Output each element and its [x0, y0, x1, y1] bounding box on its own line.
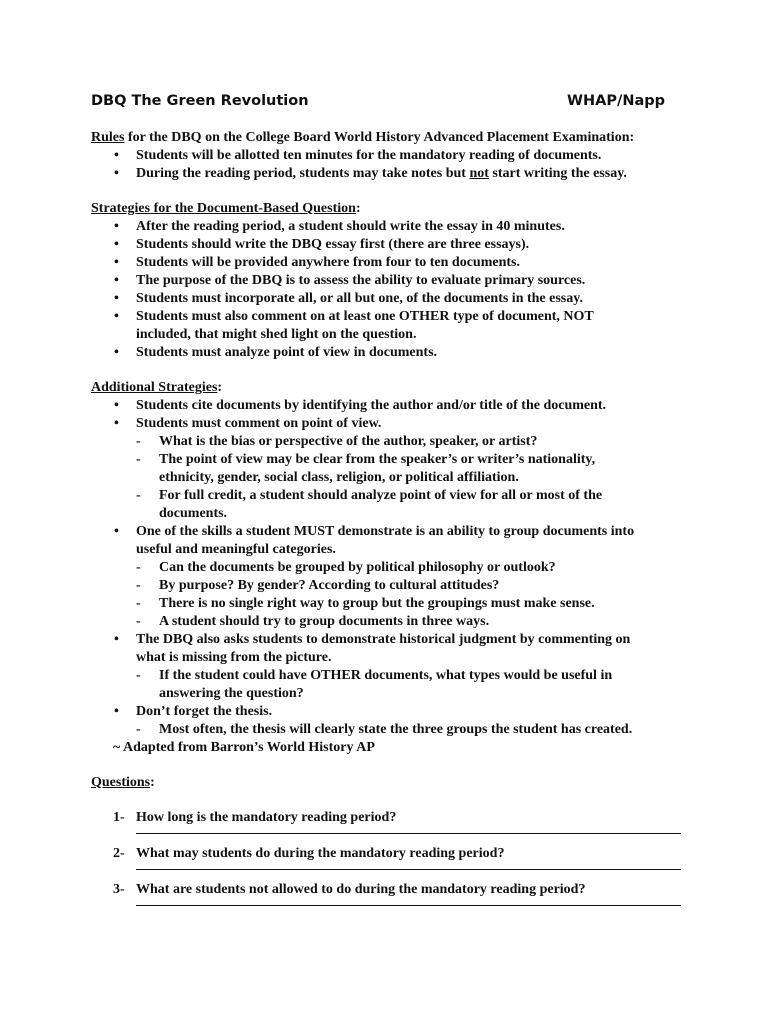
list-item: • Don’t forget the thesis.	[114, 704, 273, 719]
questions-heading: Questions:	[91, 775, 155, 790]
dash-icon: -	[136, 560, 141, 575]
list-item: • Students must analyze point of view in documents.	[114, 345, 438, 360]
bullet-icon: •	[114, 345, 119, 360]
bullet-icon: •	[114, 237, 119, 252]
list-item: • Students will be allotted ten minutes for the mandatory reading of documents.	[114, 148, 602, 163]
bullet-icon: •	[114, 416, 119, 431]
bullet-icon: •	[114, 704, 119, 719]
source-attribution: ~ Adapted from Barron’s World History AP	[113, 740, 375, 755]
sub-list-item: - What is the bias or perspective of the author, speaker, or artist?	[136, 434, 538, 449]
list-item: • The DBQ also asks students to demonstrate historical judgment by commenting on	[114, 632, 631, 647]
sub-list-item-continuation: ethnicity, gender, social class, religion, or political affiliation.	[159, 470, 519, 485]
answer-line[interactable]	[91, 863, 691, 881]
answer-line[interactable]	[91, 827, 691, 845]
list-item: • Students must incorporate all, or all but one, of the documents in the essay.	[114, 291, 583, 306]
bullet-icon: •	[114, 632, 119, 647]
document-header	[91, 93, 665, 113]
list-item: • The purpose of the DBQ is to assess the ability to evaluate primary sources.	[114, 273, 586, 288]
sub-list-item: - If the student could have OTHER documents, what types would be useful in	[136, 668, 613, 683]
question-item: 1- How long is the mandatory reading period?	[113, 810, 397, 825]
bullet-icon: •	[114, 524, 119, 539]
document-title: DBQ The Green Revolution	[91, 93, 309, 109]
dash-icon: -	[136, 668, 141, 683]
dash-icon: -	[136, 578, 141, 593]
dash-icon: -	[136, 614, 141, 629]
strategies-heading: Strategies for the Document-Based Question:	[91, 201, 361, 216]
list-item: • During the reading period, students may take notes but not start writing the essay.	[114, 166, 627, 181]
question-item: 2- What may students do during the mandatory reading period?	[113, 846, 505, 861]
dash-icon: -	[136, 452, 141, 467]
dash-icon: -	[136, 722, 141, 737]
document-body	[91, 129, 691, 917]
sub-list-item: - Most often, the thesis will clearly state the three groups the student has created.	[136, 722, 633, 737]
dash-icon: -	[136, 488, 141, 503]
sub-list-item: - A student should try to group documents in three ways.	[136, 614, 490, 629]
list-item: • Students should write the DBQ essay first (there are three essays).	[114, 237, 530, 252]
bullet-icon: •	[114, 148, 119, 163]
sub-list-item: - Can the documents be grouped by political philosophy or outlook?	[136, 560, 556, 575]
dash-icon: -	[136, 434, 141, 449]
sub-list-item: - The point of view may be clear from the speaker’s or writer’s nationality,	[136, 452, 596, 467]
bullet-icon: •	[114, 273, 119, 288]
list-item: • Students cite documents by identifying the author and/or title of the document.	[114, 398, 607, 413]
sub-list-item: - By purpose? By gender? According to cultural attitudes?	[136, 578, 500, 593]
bullet-icon: •	[114, 255, 119, 270]
course-label: WHAP/Napp	[567, 93, 665, 109]
bullet-icon: •	[114, 166, 119, 181]
additional-heading: Additional Strategies:	[91, 380, 223, 395]
sub-list-item: - For full credit, a student should analyze point of view for all or most of the	[136, 488, 603, 503]
sub-list-item: - There is no single right way to group but the groupings must make sense.	[136, 596, 595, 611]
list-item-continuation: included, that might shed light on the question.	[136, 327, 417, 342]
bullet-icon: •	[114, 398, 119, 413]
sub-list-item-continuation: answering the question?	[159, 686, 304, 701]
list-item: • After the reading period, a student should write the essay in 40 minutes.	[114, 219, 565, 234]
list-item-continuation: what is missing from the picture.	[136, 650, 332, 665]
list-item: • One of the skills a student MUST demonstrate is an ability to group documents into	[114, 524, 635, 539]
dash-icon: -	[136, 596, 141, 611]
sub-list-item-continuation: documents.	[159, 506, 228, 521]
list-item: • Students must comment on point of view.	[114, 416, 382, 431]
list-item: • Students will be provided anywhere from four to ten documents.	[114, 255, 520, 270]
bullet-icon: •	[114, 309, 119, 324]
question-item: 3- What are students not allowed to do during the mandatory reading period?	[113, 882, 586, 897]
list-item-continuation: useful and meaningful categories.	[136, 542, 336, 557]
rules-heading: Rules for the DBQ on the College Board World History Advanced Placement Examination:	[91, 130, 635, 145]
bullet-icon: •	[114, 291, 119, 306]
bullet-icon: •	[114, 219, 119, 234]
list-item: • Students must also comment on at least one OTHER type of document, NOT	[114, 309, 594, 324]
answer-line[interactable]	[91, 899, 691, 917]
